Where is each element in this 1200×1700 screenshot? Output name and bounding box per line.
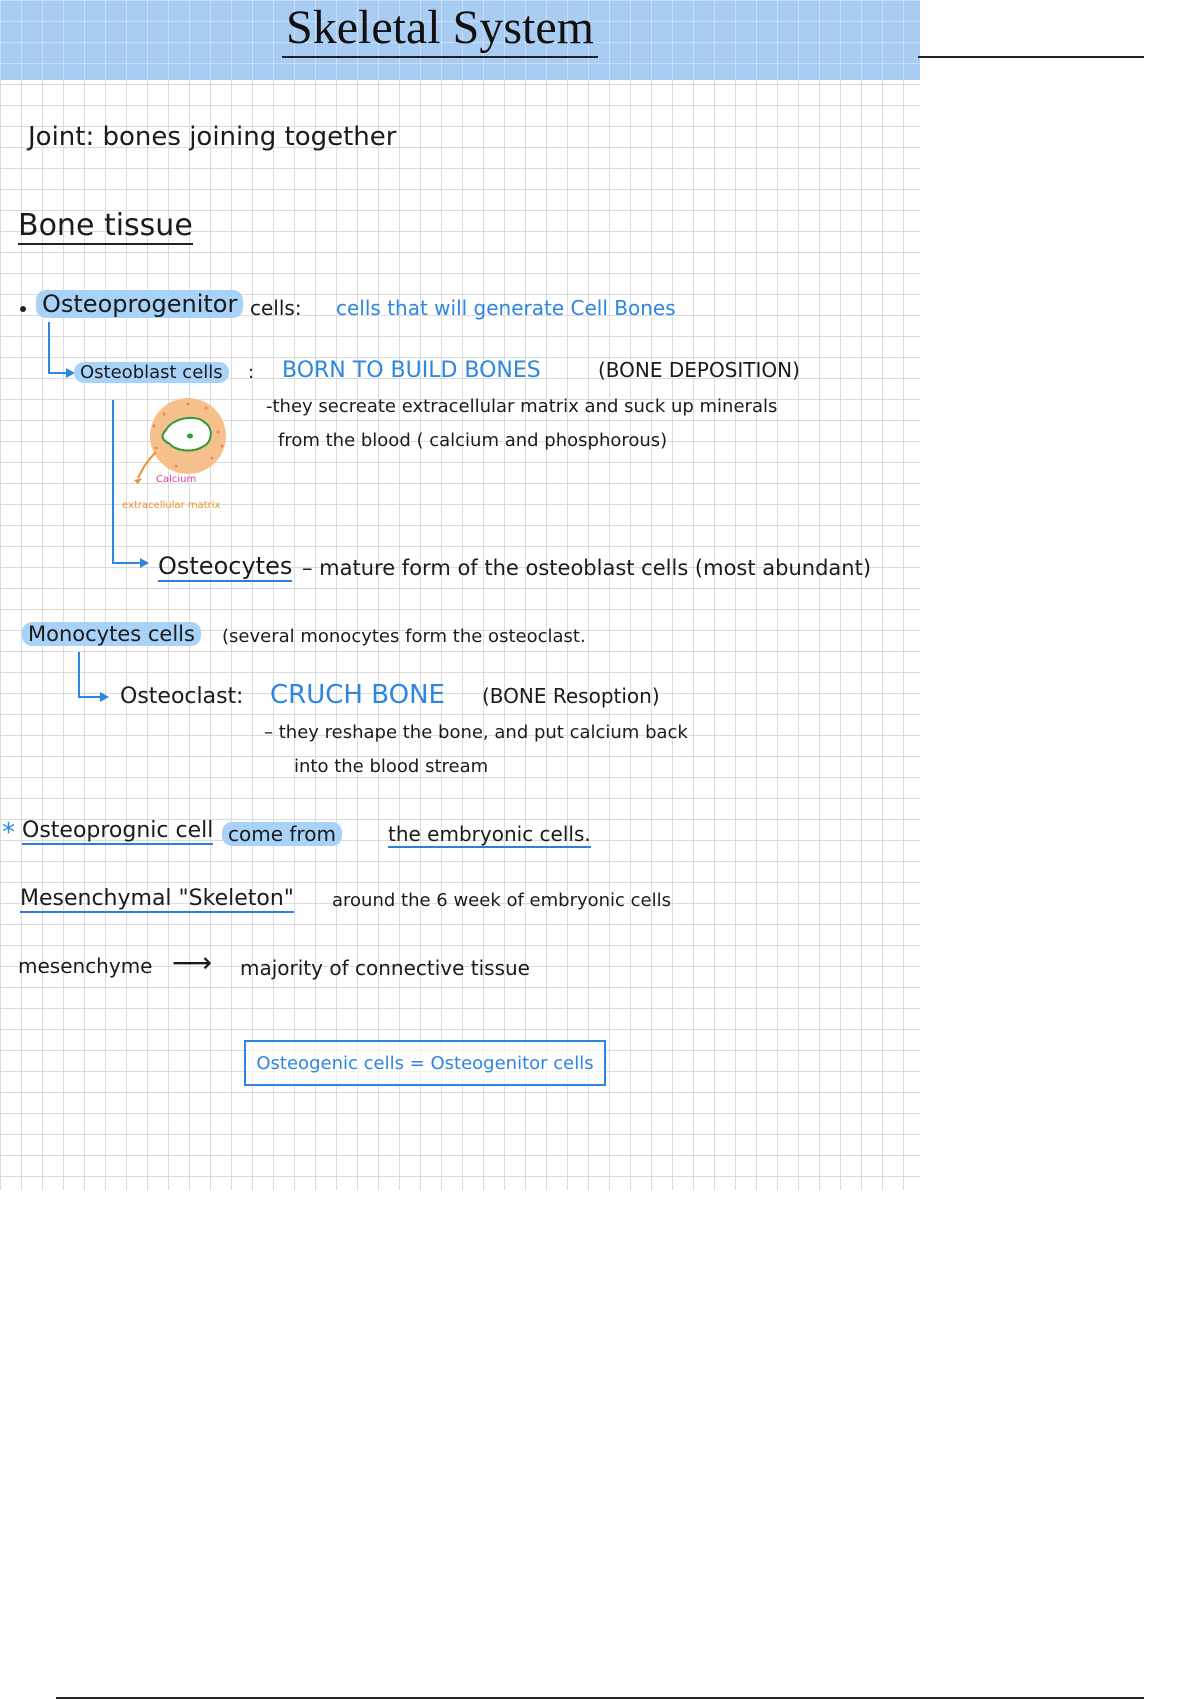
page-title: Skeletal System [282,2,598,58]
star-note-part1: Osteoprognic cell [22,818,214,843]
monocytes-term: Monocytes cells [22,622,201,646]
osteoclast-motto: CRUCH BONE [270,680,445,710]
osteocytes-note: – mature form of the osteoblast cells (most abundant) [302,556,872,580]
connector-line [112,562,142,564]
arrow-icon [140,558,149,568]
osteoblast-deposition: (BONE DEPOSITION) [598,358,800,382]
calcium-label: Calcium [156,474,197,485]
connector-line [78,696,102,698]
star-note-part2: come from [222,822,342,846]
right-arrow-icon: ⟶ [172,946,213,979]
joint-definition: Joint: bones joining together [28,122,397,152]
osteoclast-resorption: (BONE Resoption) [482,684,660,708]
matrix-label: extracellular matrix [122,500,221,511]
connector-line [48,322,50,374]
osteoprogenitor-cells-label: cells: [250,296,302,320]
star-icon: * [2,818,15,848]
connector-line [112,400,114,564]
connector-line [78,652,80,698]
osteoclast-colon: : [236,684,244,709]
osteoclast-note-line1: – they reshape the bone, and put calcium back [264,722,688,743]
osteoprogenitor-definition: cells that will generate Cell Bones [336,296,676,320]
matrix-pointer-head [134,478,142,484]
section-heading: Bone tissue [18,208,193,243]
mesenchymal-note: around the 6 week of embryonic cells [332,890,672,911]
osteoblast-term: Osteoblast cells [74,362,229,383]
matrix-pointer [138,452,156,478]
osteoblast-motto: BORN TO BUILD BONES [282,358,541,383]
bullet-dot [20,306,26,312]
header-rule [918,56,1144,58]
mesenchyme-note: majority of connective tissue [240,956,530,980]
osteoprogenitor-term: Osteoprogenitor [36,290,243,318]
osteocytes-term: Osteocytes [158,552,293,580]
osteoblast-colon: : [248,362,255,383]
formula-box: Osteogenic cells = Osteogenitor cells [244,1040,606,1086]
mesenchymal-term: Mesenchymal "Skeleton" [20,886,294,911]
osteoclast-note-line2: into the blood stream [294,756,489,777]
osteoblast-note-line2: from the blood ( calcium and phosphorous) [278,430,668,451]
star-note-part3: the embryonic cells. [388,822,591,846]
arrow-icon [100,692,109,702]
connector-line [48,372,68,374]
monocytes-note: (several monocytes form the osteoclast. [222,626,586,647]
osteoblast-note-line1: -they secreate extracellular matrix and suck up minerals [266,396,778,417]
mesenchyme-term: mesenchyme [18,954,153,978]
osteoclast-term: Osteoclast [120,684,237,709]
osteoblast-cell-diagram [116,392,276,512]
footer-rule [56,1697,1144,1699]
nucleus-shape [187,434,193,439]
